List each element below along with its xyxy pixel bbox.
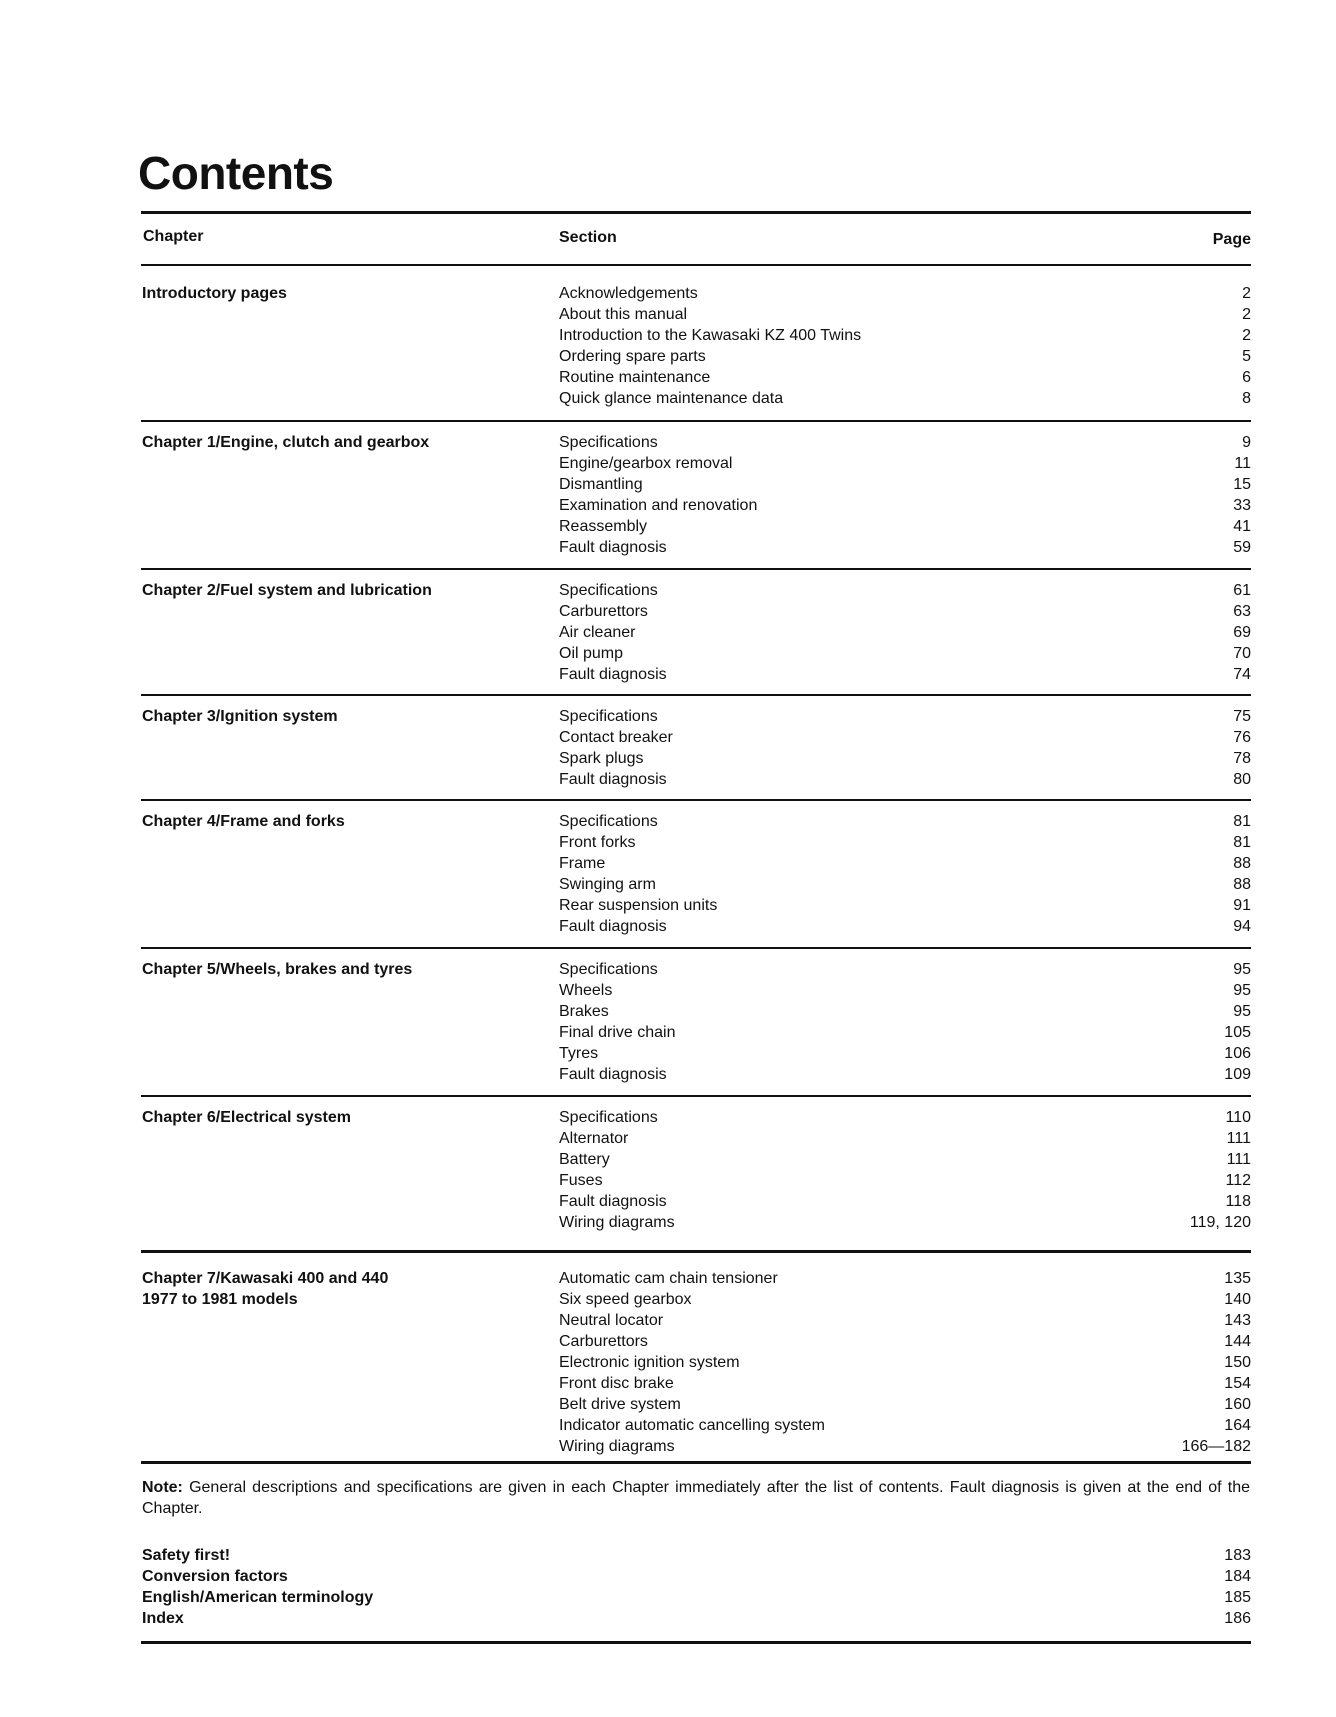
section-page: 111 [1226, 1151, 1251, 1168]
section-label: Ordering spare parts [559, 348, 706, 365]
section-page: 105 [1224, 1024, 1251, 1041]
section-label: Automatic cam chain tensioner [559, 1270, 778, 1287]
section-label: Swinging arm [559, 876, 656, 893]
section-page: 88 [1233, 876, 1251, 893]
chapter-name-line: Chapter 7/Kawasaki 400 and 440 [142, 1270, 389, 1287]
section-page: 95 [1233, 1003, 1251, 1020]
chapter-name-line: 1977 to 1981 models [142, 1291, 298, 1308]
chapter-name: Chapter 5/Wheels, brakes and tyres [142, 961, 413, 978]
section-page: 140 [1224, 1291, 1251, 1308]
section-row[interactable] [559, 474, 1251, 495]
title-rule [141, 211, 1251, 214]
section-page: 63 [1233, 603, 1251, 620]
section-label: Neutral locator [559, 1312, 664, 1329]
section-label: Introduction to the Kawasaki KZ 400 Twins [559, 327, 862, 344]
section-label: Six speed gearbox [559, 1291, 692, 1308]
section-list [559, 432, 1251, 558]
section-row[interactable] [559, 1310, 1251, 1331]
section-page: 61 [1233, 582, 1251, 599]
header-rule [141, 264, 1251, 266]
section-row[interactable] [559, 664, 1251, 685]
section-label: Battery [559, 1151, 610, 1168]
section-page: 69 [1233, 624, 1251, 641]
section-page: 75 [1233, 708, 1251, 725]
appendix-label: Safety first! [142, 1547, 231, 1564]
section-label: Alternator [559, 1130, 629, 1147]
section-row[interactable] [559, 1436, 1251, 1457]
section-page: 74 [1233, 666, 1251, 683]
section-row[interactable] [559, 1268, 1251, 1289]
section-page: 2 [1242, 285, 1251, 302]
section-page: 166—182 [1181, 1438, 1251, 1455]
section-page: 94 [1233, 918, 1251, 935]
section-page: 15 [1233, 476, 1251, 493]
note [142, 1477, 1250, 1519]
section-label: Reassembly [559, 518, 648, 535]
section-list [559, 1107, 1251, 1233]
chapter-name: Chapter 1/Engine, clutch and gearbox [142, 434, 430, 451]
section-label: Electronic ignition system [559, 1354, 740, 1371]
section-list [559, 959, 1251, 1085]
note-text: General descriptions and specifications are given in each Chapter immediately after the list of contents. Fault diagnosis is given at the end of the Chapter. [142, 1479, 1250, 1517]
section-row[interactable] [559, 388, 1251, 409]
section-label: Oil pump [559, 645, 624, 662]
section-row[interactable] [559, 916, 1251, 937]
section-row[interactable] [559, 601, 1251, 622]
section-label: Spark plugs [559, 750, 644, 767]
section-label: Specifications [559, 813, 658, 830]
section-page: 8 [1242, 390, 1251, 407]
section-label: Wiring diagrams [559, 1214, 675, 1231]
section-row[interactable] [559, 1212, 1251, 1233]
section-label: Fault diagnosis [559, 539, 667, 556]
section-label: Wiring diagrams [559, 1438, 675, 1455]
chapter-name: Chapter 3/Ignition system [142, 708, 338, 725]
section-row[interactable] [559, 959, 1251, 980]
section-label: Routine maintenance [559, 369, 711, 386]
section-page: 88 [1233, 855, 1251, 872]
section-label: Contact breaker [559, 729, 673, 746]
section-column-header: Section [559, 229, 617, 246]
section-page: 59 [1233, 539, 1251, 556]
section-row[interactable] [559, 1191, 1251, 1212]
section-row[interactable] [559, 706, 1251, 727]
chapter-name: Chapter 2/Fuel system and lubrication [142, 582, 432, 599]
section-label: Engine/gearbox removal [559, 455, 733, 472]
section-list [559, 580, 1251, 685]
appendix-label: Conversion factors [142, 1568, 288, 1585]
section-row[interactable] [559, 1373, 1251, 1394]
section-row[interactable] [559, 1149, 1251, 1170]
chapter-column-header: Chapter [143, 228, 204, 245]
section-label: Dismantling [559, 476, 643, 493]
chapter-name: Chapter 4/Frame and forks [142, 813, 345, 830]
section-label: Fault diagnosis [559, 1193, 667, 1210]
section-label: Carburettors [559, 603, 648, 620]
section-page: 76 [1233, 729, 1251, 746]
section-list [559, 1268, 1251, 1457]
section-page: 78 [1233, 750, 1251, 767]
section-page: 144 [1224, 1333, 1251, 1350]
chapter-name: Introductory pages [142, 285, 287, 302]
section-label: Fault diagnosis [559, 918, 667, 935]
section-page: 91 [1233, 897, 1251, 914]
section-page: 81 [1233, 834, 1251, 851]
page-column-header: Page [1212, 231, 1251, 248]
section-page: 80 [1233, 771, 1251, 788]
section-label: Fuses [559, 1172, 603, 1189]
section-page: 160 [1224, 1396, 1251, 1413]
section-page: 109 [1224, 1066, 1251, 1083]
section-row[interactable] [559, 304, 1251, 325]
section-label: Specifications [559, 434, 658, 451]
section-row[interactable] [559, 1415, 1251, 1436]
note-label: Note: [142, 1479, 183, 1496]
section-page: 5 [1242, 348, 1251, 365]
section-row[interactable] [559, 622, 1251, 643]
section-row[interactable] [559, 1001, 1251, 1022]
section-row[interactable] [559, 874, 1251, 895]
chapter-divider [141, 799, 1251, 801]
appendix-list [142, 1545, 1251, 1629]
section-page: 9 [1242, 434, 1251, 451]
section-row[interactable] [559, 1128, 1251, 1149]
section-page: 135 [1224, 1270, 1251, 1287]
section-label: Fault diagnosis [559, 666, 667, 683]
section-page: 106 [1224, 1045, 1251, 1062]
section-label: Indicator automatic cancelling system [559, 1417, 825, 1434]
section-page: 2 [1242, 306, 1251, 323]
section-label: Tyres [559, 1045, 599, 1062]
section-row[interactable] [559, 367, 1251, 388]
chapter-name: Chapter 6/Electrical system [142, 1109, 351, 1126]
page-title: Contents [138, 147, 334, 199]
section-page: 164 [1224, 1417, 1251, 1434]
section-page: 11 [1234, 455, 1251, 472]
section-label: Specifications [559, 582, 658, 599]
section-row[interactable] [559, 1394, 1251, 1415]
section-page: 112 [1225, 1172, 1251, 1189]
section-label: Carburettors [559, 1333, 648, 1350]
section-label: Quick glance maintenance data [559, 390, 784, 407]
section-page: 150 [1224, 1354, 1251, 1371]
section-page: 95 [1233, 961, 1251, 978]
section-row[interactable] [559, 1352, 1251, 1373]
section-row[interactable] [559, 432, 1251, 453]
appendix-page: 185 [1224, 1589, 1251, 1606]
section-page: 154 [1224, 1375, 1251, 1392]
appendix-row[interactable] [142, 1608, 1251, 1629]
section-label: Front disc brake [559, 1375, 674, 1392]
section-row[interactable] [559, 1064, 1251, 1085]
section-label: Fault diagnosis [559, 771, 667, 788]
section-label: Frame [559, 855, 606, 872]
section-row[interactable] [559, 1170, 1251, 1191]
section-label: Specifications [559, 961, 658, 978]
section-label: Final drive chain [559, 1024, 676, 1041]
section-row[interactable] [559, 283, 1251, 304]
section-row[interactable] [559, 832, 1251, 853]
section-row[interactable] [559, 453, 1251, 474]
section-row[interactable] [559, 895, 1251, 916]
chapter-divider [141, 947, 1251, 949]
section-row[interactable] [559, 748, 1251, 769]
section-row[interactable] [559, 769, 1251, 790]
section-row[interactable] [559, 1043, 1251, 1064]
section-row[interactable] [559, 495, 1251, 516]
chapter-divider [141, 694, 1251, 696]
section-page: 118 [1225, 1193, 1251, 1210]
section-page: 110 [1225, 1109, 1251, 1126]
section-label: Brakes [559, 1003, 609, 1020]
section-row[interactable] [559, 853, 1251, 874]
section-row[interactable] [559, 537, 1251, 558]
section-row[interactable] [559, 1107, 1251, 1128]
section-page: 70 [1233, 645, 1251, 662]
appendix-row[interactable] [142, 1566, 1251, 1587]
section-page: 111 [1226, 1130, 1251, 1147]
chapter-name [142, 1268, 522, 1310]
section-page: 81 [1233, 813, 1251, 830]
section-row[interactable] [559, 980, 1251, 1001]
section-row[interactable] [559, 1022, 1251, 1043]
section-label: Acknowledgements [559, 285, 698, 302]
section-page: 41 [1233, 518, 1251, 535]
appendix-row[interactable] [142, 1587, 1251, 1608]
section-list [559, 811, 1251, 937]
chapter-divider [141, 1095, 1251, 1097]
section-page: 33 [1233, 497, 1251, 514]
section-row[interactable] [559, 325, 1251, 346]
section-label: Belt drive system [559, 1396, 681, 1413]
section-row[interactable] [559, 1289, 1251, 1310]
section-page: 143 [1224, 1312, 1251, 1329]
chapter-divider [141, 1250, 1251, 1253]
section-label: Front forks [559, 834, 636, 851]
section-page: 2 [1242, 327, 1251, 344]
section-page: 119, 120 [1189, 1214, 1251, 1231]
appendix-label: English/American terminology [142, 1589, 374, 1606]
section-label: Fault diagnosis [559, 1066, 667, 1083]
section-row[interactable] [559, 1331, 1251, 1352]
section-row[interactable] [559, 643, 1251, 664]
appendix-row[interactable] [142, 1545, 1251, 1566]
section-label: Specifications [559, 1109, 658, 1126]
section-row[interactable] [559, 346, 1251, 367]
section-label: Rear suspension units [559, 897, 718, 914]
section-page: 95 [1233, 982, 1251, 999]
section-label: Wheels [559, 982, 613, 999]
bottom-rule [141, 1641, 1251, 1644]
section-page: 6 [1242, 369, 1251, 386]
chapter-divider [141, 568, 1251, 570]
section-row[interactable] [559, 727, 1251, 748]
section-list [559, 283, 1251, 409]
appendix-page: 183 [1224, 1547, 1251, 1564]
section-label: About this manual [559, 306, 688, 323]
section-list [559, 706, 1251, 790]
section-label: Examination and renovation [559, 497, 758, 514]
chapter-divider [141, 1461, 1251, 1464]
section-row[interactable] [559, 580, 1251, 601]
chapter-divider [141, 420, 1251, 422]
appendix-label: Index [142, 1610, 184, 1627]
appendix-page: 186 [1224, 1610, 1251, 1627]
section-row[interactable] [559, 811, 1251, 832]
section-label: Air cleaner [559, 624, 636, 641]
appendix-page: 184 [1224, 1568, 1251, 1585]
section-label: Specifications [559, 708, 658, 725]
section-row[interactable] [559, 516, 1251, 537]
